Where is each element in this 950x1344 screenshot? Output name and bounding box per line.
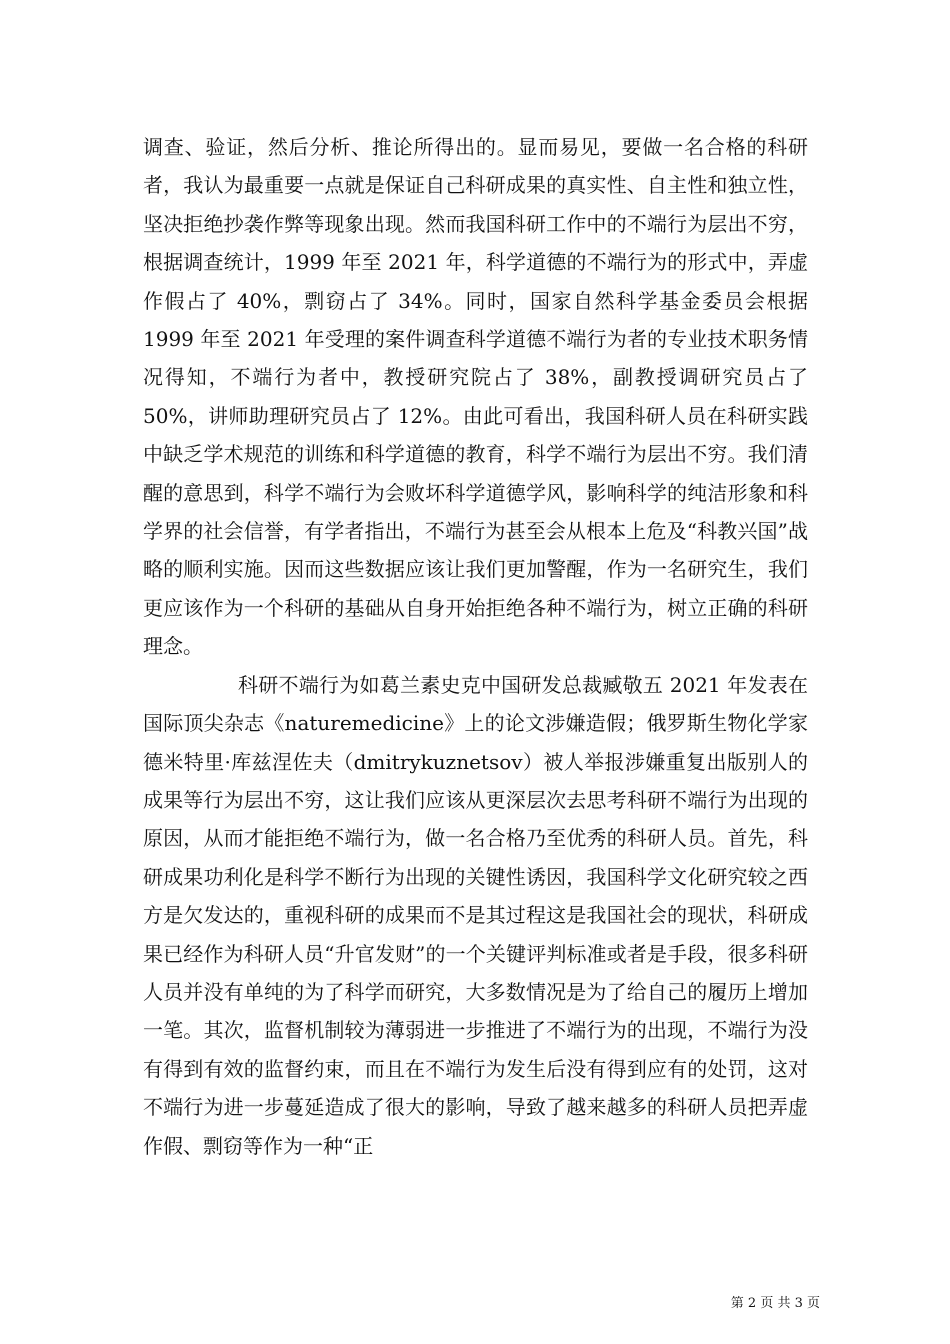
page-number-footer: 第 2 页 共 3 页 [730, 1296, 820, 1311]
document-body [143, 128, 808, 1165]
paragraph-1: 调查、验证，然后分析、推论所得出的。显而易见，要做一名合格的科研者，我认为最重要一点就是保证自己科研成果的真实性、自主性和独立性，坚决拒绝抄袭作弊等现象出现。然而我国科研工作中的不端行为层出不穷，根据调查统计，1999 年至 2021 年，科学道德的不端行为的形式中，弄虚作假占了 40%，剽窃占了 34%。同时，国家自然科学基金委员会根据 1999 年至 2021 年受理的案件调查科学道德不端行为者的专业技术职务情况得知，不端行为者中，教授研究院占了 38%，副教授调研究员占了 50%，讲师助理研究员占了 12%。由此可看出，我国科研人员在科研实践中缺乏学术规范的训练和科学道德的教育，科学不端行为层出不穷。我们清醒的意思到，科学不端行为会败坏科学道德学风，影响科学的纯洁形象和科学界的社会信誉，有学者指出，不端行为甚至会从根本上危及“科教兴国”战略的顺利实施。因而这些数据应该让我们更加警醒，作为一名研究生，我们更应该作为一个科研的基础从自身开始拒绝各种不端行为，树立正确的科研理念。 [143, 135, 808, 659]
paragraph-2: 科研不端行为如葛兰素史克中国研发总裁臧敬五 2021 年发表在国际顶尖杂志《naturemedicine》上的论文涉嫌造假；俄罗斯生物化学家德米特里·库兹涅佐夫（dmitrykuznetsov）被人举报涉嫌重复出版别人的成果等行为层出不穷，这让我们应该从更深层次去思考科研不端行为出现的原因，从而才能拒绝不端行为，做一名合格乃至优秀的科研人员。首先，科研成果功利化是科学不断行为出现的关键性诱因，我国科学文化研究较之西方是欠发达的，重视科研的成果而不是其过程这是我国社会的现状，科研成果已经作为科研人员“升官发财”的一个关键评判标准或者是手段，很多科研人员并没有单纯的为了科学而研究，大多数情况是为了给自己的履历上增加一笔。其次，监督机制较为薄弱进一步推进了不端行为的出现，不端行为没有得到有效的监督约束，而且在不端行为发生后没有得到应有的处罚，这对不端行为进一步蔓延造成了很大的影响，导致了越来越多的科研人员把弄虚作假、剽窃等作为一种“正 [143, 672, 808, 1158]
